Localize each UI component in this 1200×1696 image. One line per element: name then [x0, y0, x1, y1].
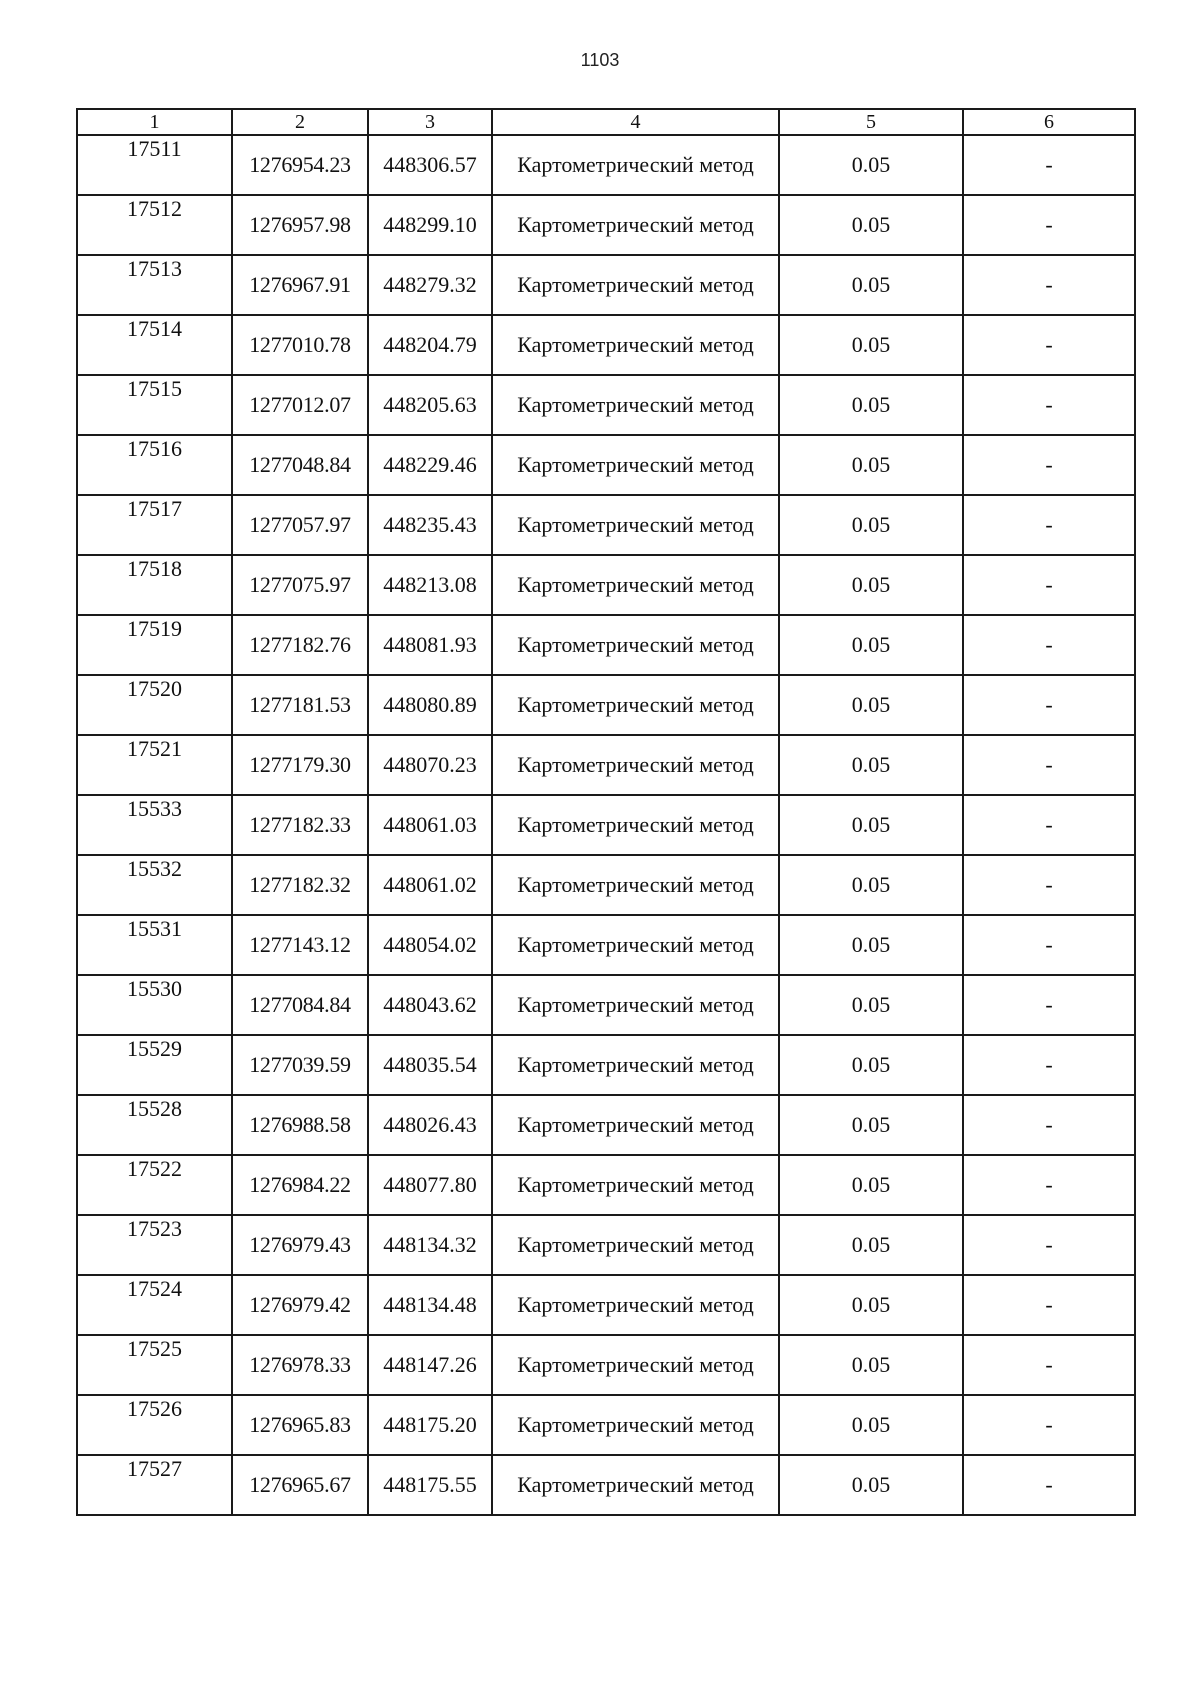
point-number-cell: 15528	[77, 1095, 232, 1155]
note-cell: -	[963, 555, 1135, 615]
point-number-cell: 15531	[77, 915, 232, 975]
y-coordinate-cell: 448204.79	[368, 315, 492, 375]
x-coordinate-cell: 1277075.97	[232, 555, 368, 615]
x-coordinate-cell: 1277143.12	[232, 915, 368, 975]
table-row	[77, 435, 1135, 495]
method-cell: Картометрический метод	[492, 915, 779, 975]
y-coordinate-cell: 448213.08	[368, 555, 492, 615]
column-header-1: 1	[77, 109, 232, 135]
y-coordinate-cell: 448134.48	[368, 1275, 492, 1335]
page-number: 1103	[580, 50, 620, 70]
note-cell: -	[963, 675, 1135, 735]
point-number-cell: 17512	[77, 195, 232, 255]
method-cell: Картометрический метод	[492, 1335, 779, 1395]
table-row	[77, 795, 1135, 855]
point-number-cell: 17523	[77, 1215, 232, 1275]
method-cell: Картометрический метод	[492, 615, 779, 675]
point-number-cell: 17517	[77, 495, 232, 555]
x-coordinate-cell: 1277182.32	[232, 855, 368, 915]
table-row	[77, 315, 1135, 375]
table-row	[77, 255, 1135, 315]
table-row	[77, 735, 1135, 795]
method-cell: Картометрический метод	[492, 255, 779, 315]
table-row	[77, 1395, 1135, 1455]
y-coordinate-cell: 448070.23	[368, 735, 492, 795]
column-header-2: 2	[232, 109, 368, 135]
y-coordinate-cell: 448081.93	[368, 615, 492, 675]
y-coordinate-cell: 448043.62	[368, 975, 492, 1035]
table-row	[77, 555, 1135, 615]
note-cell: -	[963, 1335, 1135, 1395]
table-row	[77, 915, 1135, 975]
accuracy-cell: 0.05	[779, 735, 963, 795]
y-coordinate-cell: 448061.03	[368, 795, 492, 855]
x-coordinate-cell: 1276984.22	[232, 1155, 368, 1215]
note-cell: -	[963, 435, 1135, 495]
y-coordinate-cell: 448299.10	[368, 195, 492, 255]
note-cell: -	[963, 795, 1135, 855]
note-cell: -	[963, 1095, 1135, 1155]
y-coordinate-cell: 448054.02	[368, 915, 492, 975]
table-header-row	[77, 109, 1135, 135]
column-header-6: 6	[963, 109, 1135, 135]
point-number-cell: 17515	[77, 375, 232, 435]
note-cell: -	[963, 315, 1135, 375]
x-coordinate-cell: 1277182.33	[232, 795, 368, 855]
point-number-cell: 15532	[77, 855, 232, 915]
x-coordinate-cell: 1277084.84	[232, 975, 368, 1035]
x-coordinate-cell: 1276988.58	[232, 1095, 368, 1155]
point-number-cell: 17526	[77, 1395, 232, 1455]
table-row	[77, 375, 1135, 435]
point-number-cell: 17518	[77, 555, 232, 615]
x-coordinate-cell: 1276979.43	[232, 1215, 368, 1275]
method-cell: Картометрический метод	[492, 555, 779, 615]
accuracy-cell: 0.05	[779, 1275, 963, 1335]
table-row	[77, 1455, 1135, 1515]
y-coordinate-cell: 448229.46	[368, 435, 492, 495]
note-cell: -	[963, 735, 1135, 795]
x-coordinate-cell: 1277182.76	[232, 615, 368, 675]
table-row	[77, 135, 1135, 195]
table-row	[77, 1035, 1135, 1095]
y-coordinate-cell: 448147.26	[368, 1335, 492, 1395]
accuracy-cell: 0.05	[779, 1455, 963, 1515]
table-row	[77, 1275, 1135, 1335]
method-cell: Картометрический метод	[492, 135, 779, 195]
x-coordinate-cell: 1277048.84	[232, 435, 368, 495]
x-coordinate-cell: 1277012.07	[232, 375, 368, 435]
note-cell: -	[963, 255, 1135, 315]
y-coordinate-cell: 448134.32	[368, 1215, 492, 1275]
accuracy-cell: 0.05	[779, 1155, 963, 1215]
method-cell: Картометрический метод	[492, 1215, 779, 1275]
method-cell: Картометрический метод	[492, 375, 779, 435]
method-cell: Картометрический метод	[492, 1395, 779, 1455]
accuracy-cell: 0.05	[779, 315, 963, 375]
accuracy-cell: 0.05	[779, 435, 963, 495]
note-cell: -	[963, 915, 1135, 975]
column-header-4: 4	[492, 109, 779, 135]
y-coordinate-cell: 448175.20	[368, 1395, 492, 1455]
accuracy-cell: 0.05	[779, 915, 963, 975]
point-number-cell: 17519	[77, 615, 232, 675]
x-coordinate-cell: 1277010.78	[232, 315, 368, 375]
note-cell: -	[963, 375, 1135, 435]
method-cell: Картометрический метод	[492, 315, 779, 375]
note-cell: -	[963, 135, 1135, 195]
point-number-cell: 17516	[77, 435, 232, 495]
y-coordinate-cell: 448026.43	[368, 1095, 492, 1155]
note-cell: -	[963, 615, 1135, 675]
note-cell: -	[963, 975, 1135, 1035]
note-cell: -	[963, 1395, 1135, 1455]
x-coordinate-cell: 1276954.23	[232, 135, 368, 195]
method-cell: Картометрический метод	[492, 1155, 779, 1215]
note-cell: -	[963, 1155, 1135, 1215]
point-number-cell: 15530	[77, 975, 232, 1035]
column-header-5: 5	[779, 109, 963, 135]
coordinates-table	[76, 108, 1136, 1516]
table-row	[77, 855, 1135, 915]
accuracy-cell: 0.05	[779, 195, 963, 255]
point-number-cell: 17521	[77, 735, 232, 795]
x-coordinate-cell: 1276979.42	[232, 1275, 368, 1335]
point-number-cell: 17520	[77, 675, 232, 735]
point-number-cell: 17525	[77, 1335, 232, 1395]
note-cell: -	[963, 1215, 1135, 1275]
accuracy-cell: 0.05	[779, 615, 963, 675]
method-cell: Картометрический метод	[492, 675, 779, 735]
method-cell: Картометрический метод	[492, 855, 779, 915]
note-cell: -	[963, 855, 1135, 915]
point-number-cell: 17522	[77, 1155, 232, 1215]
table-row	[77, 1335, 1135, 1395]
note-cell: -	[963, 1035, 1135, 1095]
point-number-cell: 17513	[77, 255, 232, 315]
method-cell: Картометрический метод	[492, 795, 779, 855]
method-cell: Картометрический метод	[492, 1035, 779, 1095]
method-cell: Картометрический метод	[492, 1455, 779, 1515]
method-cell: Картометрический метод	[492, 975, 779, 1035]
y-coordinate-cell: 448077.80	[368, 1155, 492, 1215]
table-body	[77, 135, 1135, 1515]
accuracy-cell: 0.05	[779, 1095, 963, 1155]
table-row	[77, 675, 1135, 735]
point-number-cell: 17524	[77, 1275, 232, 1335]
table-row	[77, 975, 1135, 1035]
table-row	[77, 1095, 1135, 1155]
accuracy-cell: 0.05	[779, 255, 963, 315]
accuracy-cell: 0.05	[779, 675, 963, 735]
table-row	[77, 1215, 1135, 1275]
table-row	[77, 195, 1135, 255]
y-coordinate-cell: 448306.57	[368, 135, 492, 195]
y-coordinate-cell: 448205.63	[368, 375, 492, 435]
x-coordinate-cell: 1277057.97	[232, 495, 368, 555]
method-cell: Картометрический метод	[492, 1275, 779, 1335]
table-row	[77, 1155, 1135, 1215]
accuracy-cell: 0.05	[779, 1335, 963, 1395]
method-cell: Картометрический метод	[492, 495, 779, 555]
y-coordinate-cell: 448080.89	[368, 675, 492, 735]
accuracy-cell: 0.05	[779, 795, 963, 855]
method-cell: Картометрический метод	[492, 1095, 779, 1155]
accuracy-cell: 0.05	[779, 1395, 963, 1455]
method-cell: Картометрический метод	[492, 195, 779, 255]
point-number-cell: 15533	[77, 795, 232, 855]
x-coordinate-cell: 1277181.53	[232, 675, 368, 735]
y-coordinate-cell: 448235.43	[368, 495, 492, 555]
x-coordinate-cell: 1277039.59	[232, 1035, 368, 1095]
table-row	[77, 615, 1135, 675]
accuracy-cell: 0.05	[779, 135, 963, 195]
method-cell: Картометрический метод	[492, 735, 779, 795]
x-coordinate-cell: 1276965.67	[232, 1455, 368, 1515]
x-coordinate-cell: 1277179.30	[232, 735, 368, 795]
accuracy-cell: 0.05	[779, 975, 963, 1035]
x-coordinate-cell: 1276967.91	[232, 255, 368, 315]
point-number-cell: 17527	[77, 1455, 232, 1515]
accuracy-cell: 0.05	[779, 1215, 963, 1275]
note-cell: -	[963, 495, 1135, 555]
note-cell: -	[963, 1275, 1135, 1335]
method-cell: Картометрический метод	[492, 435, 779, 495]
accuracy-cell: 0.05	[779, 1035, 963, 1095]
x-coordinate-cell: 1276957.98	[232, 195, 368, 255]
y-coordinate-cell: 448035.54	[368, 1035, 492, 1095]
table-row	[77, 495, 1135, 555]
y-coordinate-cell: 448175.55	[368, 1455, 492, 1515]
point-number-cell: 17511	[77, 135, 232, 195]
note-cell: -	[963, 1455, 1135, 1515]
accuracy-cell: 0.05	[779, 375, 963, 435]
point-number-cell: 17514	[77, 315, 232, 375]
x-coordinate-cell: 1276978.33	[232, 1335, 368, 1395]
note-cell: -	[963, 195, 1135, 255]
column-header-3: 3	[368, 109, 492, 135]
accuracy-cell: 0.05	[779, 855, 963, 915]
accuracy-cell: 0.05	[779, 555, 963, 615]
y-coordinate-cell: 448061.02	[368, 855, 492, 915]
x-coordinate-cell: 1276965.83	[232, 1395, 368, 1455]
point-number-cell: 15529	[77, 1035, 232, 1095]
accuracy-cell: 0.05	[779, 495, 963, 555]
y-coordinate-cell: 448279.32	[368, 255, 492, 315]
